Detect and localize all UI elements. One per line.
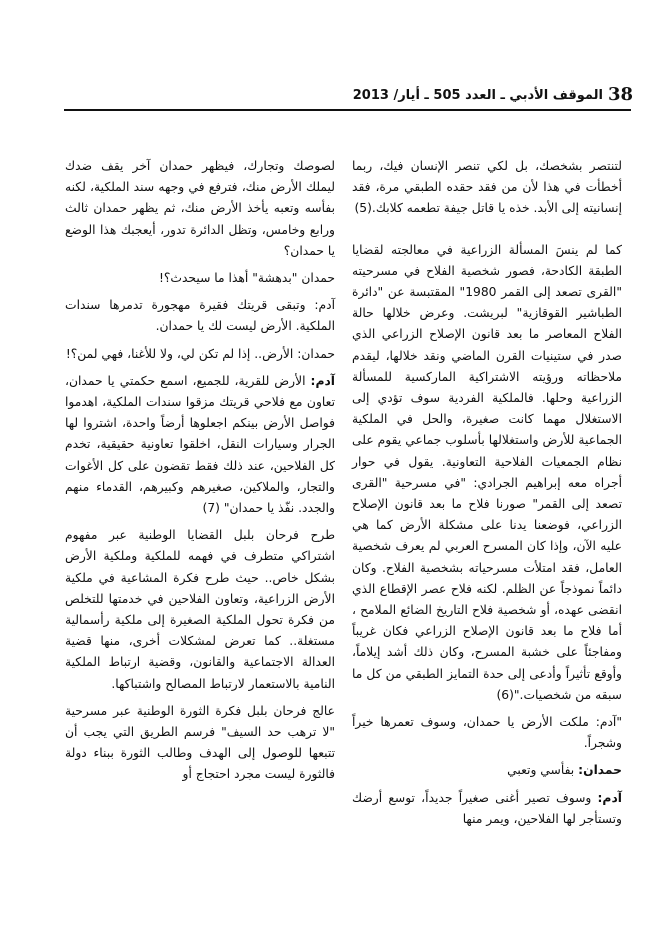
right-column (352, 156, 622, 836)
paragraph: لتنتصر بشخصك، بل لكي تنصر الإنسان فيك، ربما أخطأت في هذا لأن من فقد حقده الطبقي مرة، فقد إنسانيته إلى الأبد. خذه يا قاتل جيفة تطعمه كلابك.(5) (352, 159, 622, 216)
paragraph: طرح فرحان بلبل القضايا الوطنية عبر مفهوم اشتراكي متطرف في فهمه للملكية وملكية الأرض بشكل خاص.. حيث طرح فكرة المشاعية في ملكية الأرض الزراعية، وتعاون الفلاحين في خدمتها للتخلص من فكرة تحول الملكية الصغيرة إلى ملكية رأسمالية مستغلة.. كما تعرض لمشكلات أخرى، منها قضية العدالة الاجتماعية والقانون، وقضية ارتباط الملكية النامية بالاستعمار لارتباط المصالح واشتباكها. (65, 528, 335, 691)
speaker-name: آدم: (314, 298, 335, 313)
speaker-name: آدم: (310, 373, 335, 388)
dialogue-line (65, 344, 335, 365)
dialogue-line (65, 295, 335, 337)
page-header (0, 82, 661, 112)
quote-line: "آدم: ملكت الأرض يا حمدان، وسوف تعمرها خيراً وشجراً. (352, 715, 622, 751)
running-title: الموقف الأدبي ـ العدد 505 ـ أيار/ 2013 (352, 88, 603, 103)
dialogue-line (65, 268, 335, 289)
header-divider (64, 109, 631, 111)
paragraph: كما لم ينسَ المسألة الزراعية في معالجته لقضايا الطبقة الكادحة، فصور شخصية الفلاح في مسرحيته "القرى تصعد إلى القمر 1980" المقتبسة عن "دائرة الطباشير القوقازية" لبريشت. وعرض خلالها حالة الفلاح المعاصر ما بعد قانون الإصلاح الزراعي الذي صدر في ستينيات القرن الماضي ونقد خلالها، ليقدم ملاحظاته ورؤيته الاشتراكية الماركسية للمسألة الزراعية وحلها. فالملكية الفردية سوف تؤدي إلى الاستغلال مهما كانت صغيرة، والحل في الملكية الجماعية للأرض واستغلالها بأسلوب جماعي يقوم على نظام الجمعيات الفلاحية التعاونية. يقول في حوار أجراه معه إبراهيم الجرادي: "في مسرحية "القرى تصعد إلى القمر" صورنا فلاح ما بعد قانون الإصلاح الزراعي، فوضعنا يدنا على مشكلة الأرض كما هي عليه الآن، وإذا كان المسرح العربي لم يعرف شخصية العامل، فقد امتلأت مسرحياته بشخصية الفلاح. وكان دائماً نموذجاً عن الظلم. لكنه فلاح عصر الإقطاع الذي انقضى عهده، أو شخصية فلاح التاريخ الضائع الملامح ، أما فلاح ما بعد قانون الإصلاح الزراعي فكان غريباً ومفاجئاً على خشبة المسرح، وكان ذلك أشد إيلاماً، وأوقع تأثيراً وأدعى إلى حدة التمايز الطبقي من كل ما سبقه من شخصيات."(6) (352, 242, 622, 702)
paragraph: عالج فرحان بلبل فكرة الثورة الوطنية عبر مسرحية "لا ترهب حد السيف" فرسم الطريق التي يجب أن تتبعها للوصول إلى الهدف وطالب الثورة ببناء دولة فالثورة ليست مجرد احتجاج أو (65, 703, 335, 782)
dialogue-text: الأرض للقرية، للجميع، اسمع حكمتي يا حمدان، تعاون مع فلاحي قريتك مزقوا سندات الملكية، اهدموا فواصل الأرض بينكم اجعلوها أرضاً واحدة، اشتروا لها الجرار وسيارات النقل، اخلقوا تعاونية حقيقية، تخدم كل الفلاحين، عند ذلك فقط تقضون على كل الأغوات والتجار، والملاكين، صغيرهم وكبيرهم، القدماء منهم والجدد. نفّذ يا حمدان" (7) (65, 373, 335, 516)
speaker-name: آدم: (597, 790, 622, 805)
dialogue-text: وتبقى قريتك فقيرة مهجورة تدمرها سندات الملكية. الأرض ليست لك يا حمدان. (65, 298, 335, 334)
left-column (65, 156, 335, 792)
dialogue-text: وسوف تصير أغنى صغيراً جديداً، توسع أرضك وتستأجر لها الفلاحين، ويمر منها (352, 790, 622, 826)
dialogue-line (352, 788, 622, 830)
speaker-name: حمدان: (297, 346, 335, 361)
page-number: 38 (607, 84, 633, 105)
dialogue-line (352, 760, 622, 781)
paragraph: لصوصك وتجارك، فيظهر حمدان آخر يقف ضدك ليملك الأرض منك، فترفع في وجهه سند الملكية، لكنه بفأسه وتعبه يأخذ الأرض منك، ثم يظهر حمدان ثالث ورابع وخامس، وتظل الدائرة تدور، أيعجبك هذا الوضع يا حمدان؟ (65, 159, 335, 258)
speaker-name: حمدان: (578, 763, 622, 778)
dialogue-text: بفأسي وتعبي (507, 763, 575, 778)
dialogue-text: الأرض.. إذا لم تكن لي، ولا للأغنا، فهي لمن؟! (65, 346, 294, 361)
speaker-name: حمدان (301, 271, 335, 286)
dialogue-line (65, 371, 335, 519)
dialogue-text: "بدهشة" أهذا ما سيحدث؟! (158, 271, 298, 286)
